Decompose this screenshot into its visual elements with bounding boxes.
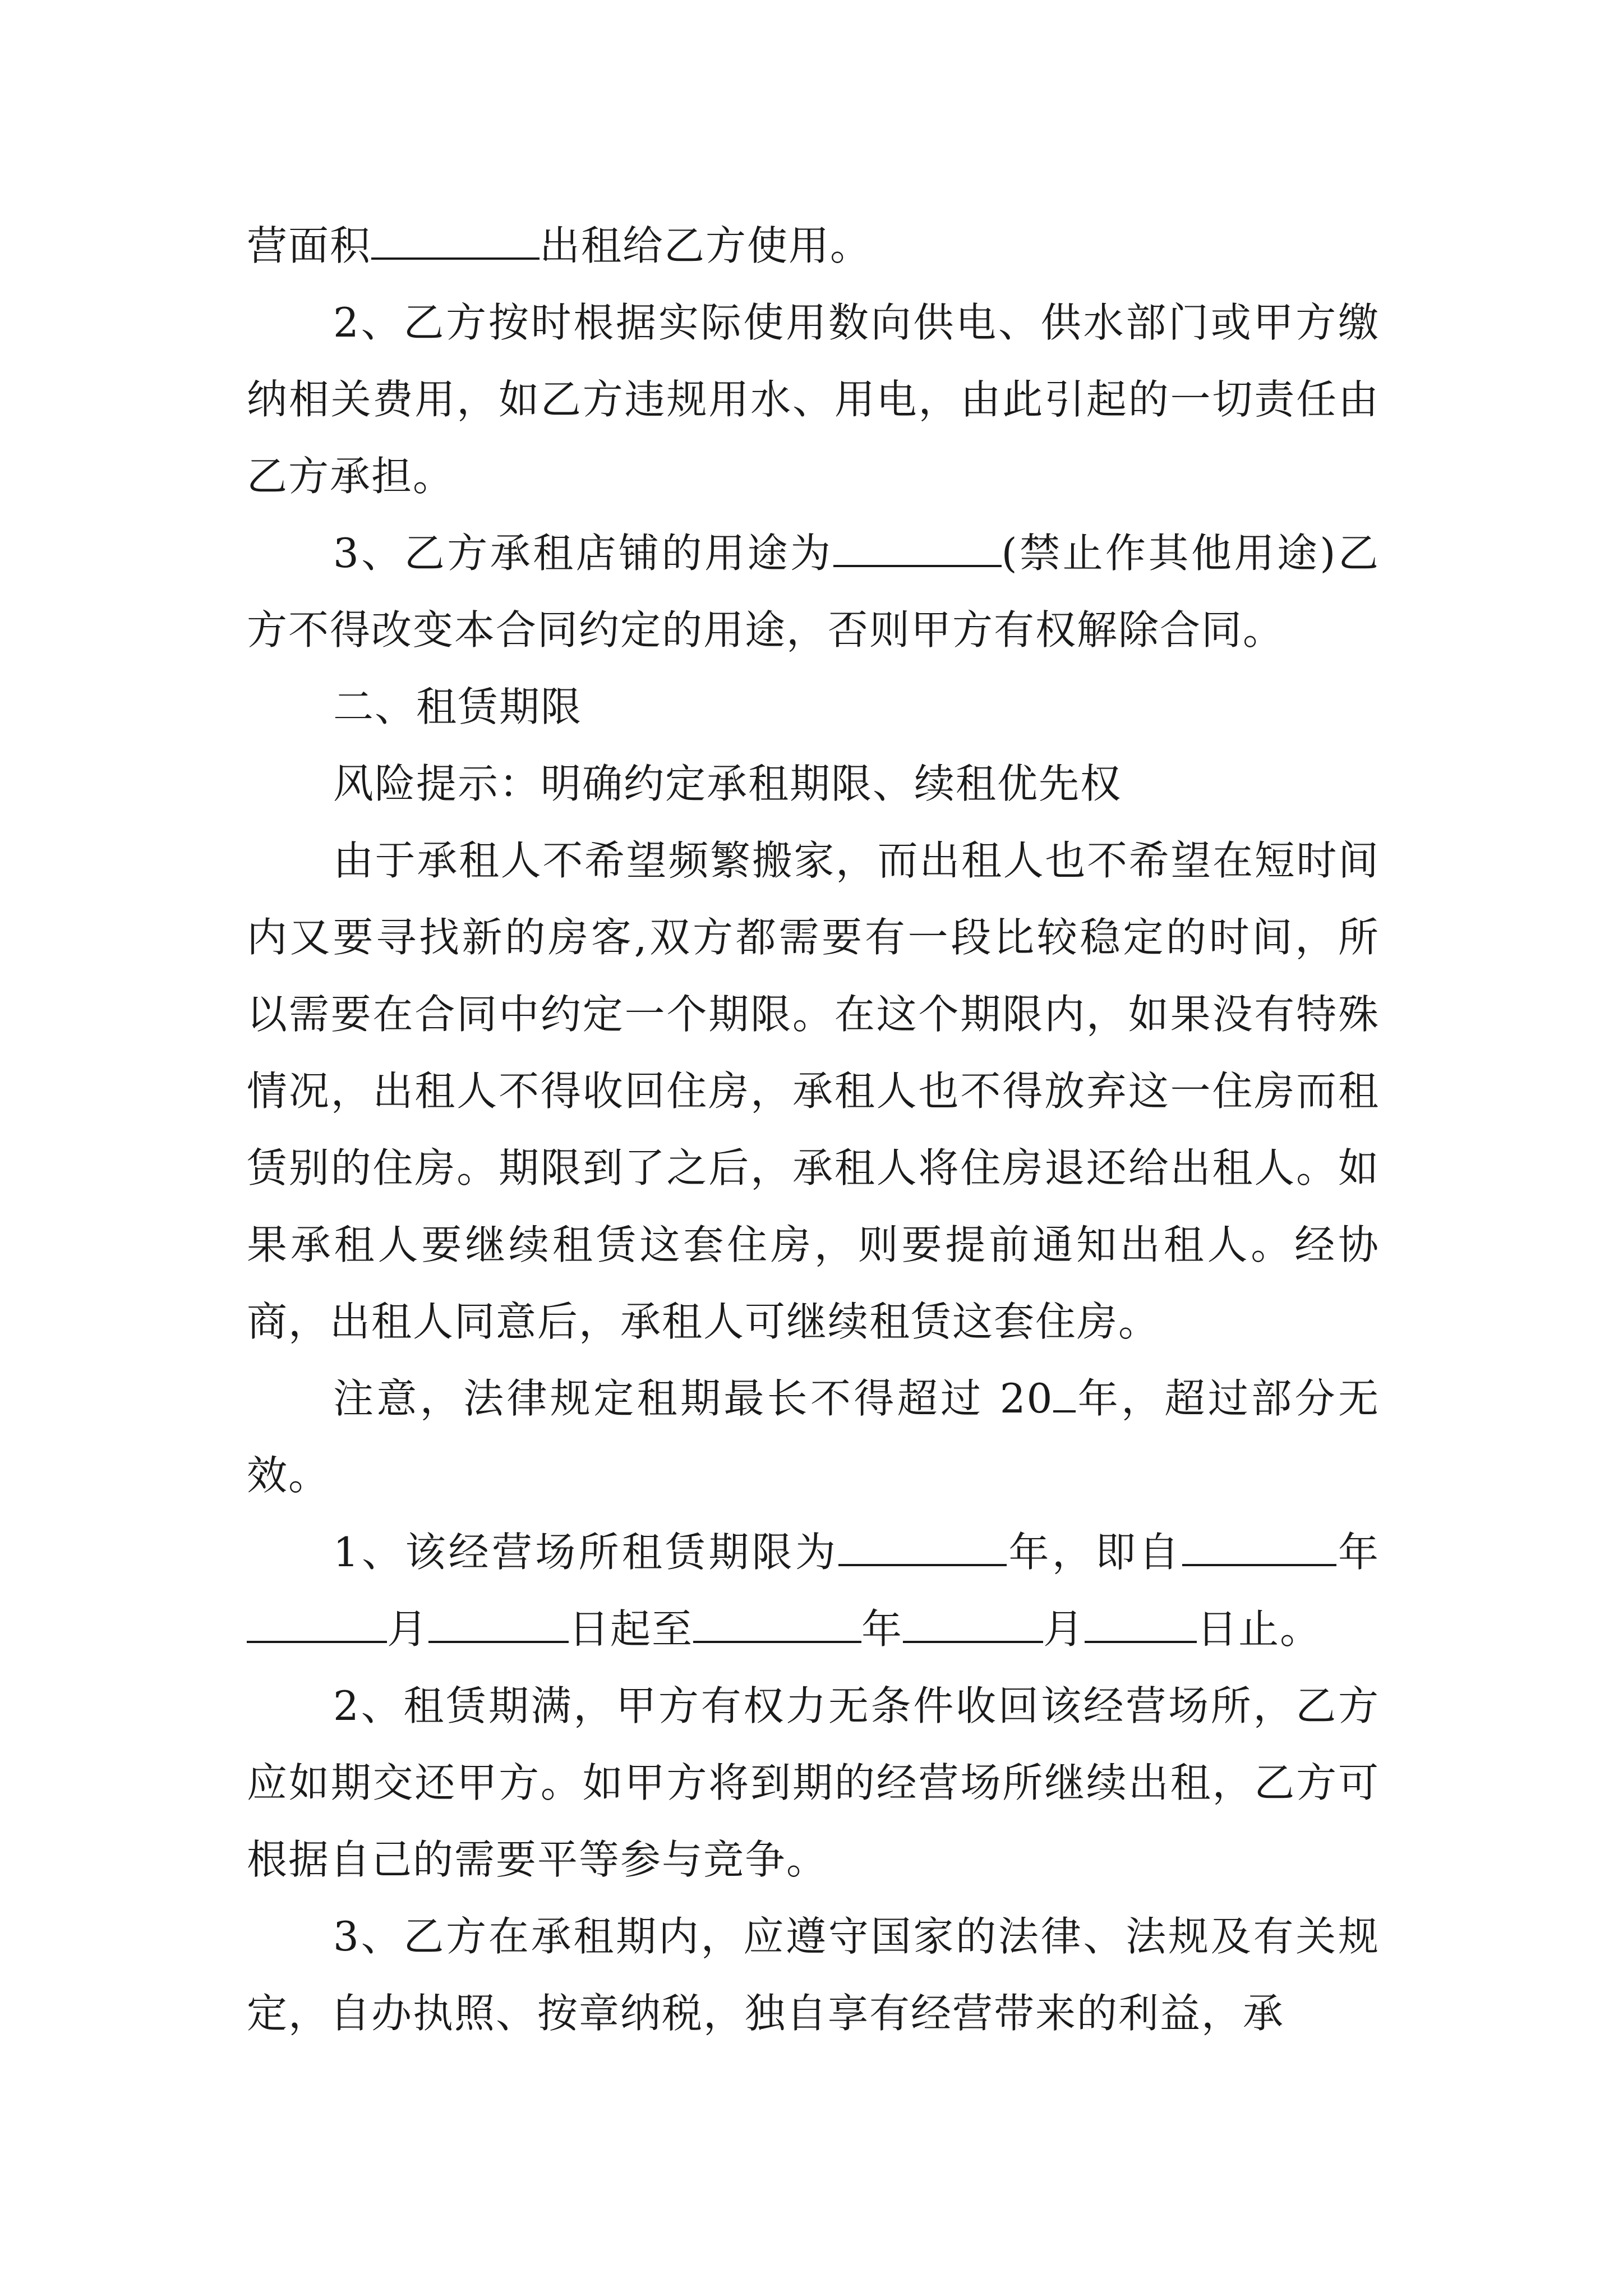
blank-field: [371, 223, 540, 260]
blank-field: [1085, 1606, 1197, 1643]
paragraph-area: [247, 208, 1380, 284]
text: 出租给乙方使用。: [540, 222, 872, 269]
text: 营面积: [247, 222, 372, 269]
text: 1、该经营场所租赁期限为: [333, 1529, 839, 1576]
text: 月: [387, 1605, 429, 1653]
blank-field: [1182, 1529, 1336, 1566]
section-heading: 二、租赁期限: [333, 683, 583, 730]
blank-field: [428, 1606, 569, 1643]
text: 年，超过部分无效。: [247, 1375, 1380, 1499]
paragraph-compliance: 3、乙方在承租期内，应遵守国家的法律、法规及有关规定，自办执照、按章纳税，独自享有经营带来的利益，承: [247, 1913, 1380, 2037]
blank-field: [833, 530, 1002, 567]
text: 日起至: [569, 1605, 694, 1653]
risk-tip: 风险提示：明确约定承租期限、续租优先权: [333, 760, 1122, 807]
paragraph-term: [247, 1514, 1380, 1668]
paragraph-explanation: 由于承租人不希望频繁搬家，而出租人也不希望在短时间内又要寻找新的房客,双方都需要有一段比较稳定的时间，所以需要在合同中约定一个期限。在这个期限内，如果没有特殊情况，出租人不得收回住房，承租人也不得放弃这一住房而租赁别的住房。期限到了之后，承租人将住房退还给出租人。如果承租人要继续租赁这套住房，则要提前通知出租人。经协商，出租人同意后，承租人可继续租赁这套住房。: [247, 837, 1380, 1345]
blank-field: [247, 1606, 387, 1643]
text: 3、乙方承租店铺的用途为: [333, 530, 833, 577]
blank-field: [838, 1529, 1007, 1566]
paragraph-fees: 2、乙方按时根据实际使用数向供电、供水部门或甲方缴纳相关费用，如乙方违规用水、用电，由此引起的一切责任由乙方承担。: [247, 299, 1380, 500]
text: 年: [1336, 1529, 1380, 1576]
blank-field: [903, 1606, 1043, 1643]
contract-body: [247, 208, 1380, 2052]
text: 日止。: [1197, 1605, 1322, 1653]
text: 年: [861, 1605, 903, 1653]
text: 月: [1043, 1605, 1085, 1653]
text: 注意，法律规定租期最长不得超过 20: [333, 1375, 1054, 1422]
paragraph-usage: [247, 515, 1380, 669]
text: (禁止作其他用途)乙方不得改变本合同约定的用途，否则甲方有权解除合同。: [247, 530, 1380, 654]
paragraph-expiry: 2、租赁期满，甲方有权力无条件收回该经营场所，乙方应如期交还甲方。如甲方将到期的经营场所继续出租，乙方可根据自己的需要平等参与竞争。: [247, 1682, 1380, 1883]
paragraph-note: [247, 1360, 1380, 1514]
text: 年，即自: [1007, 1529, 1182, 1576]
blank-field: [693, 1606, 861, 1643]
blank-field: [1053, 1375, 1076, 1412]
